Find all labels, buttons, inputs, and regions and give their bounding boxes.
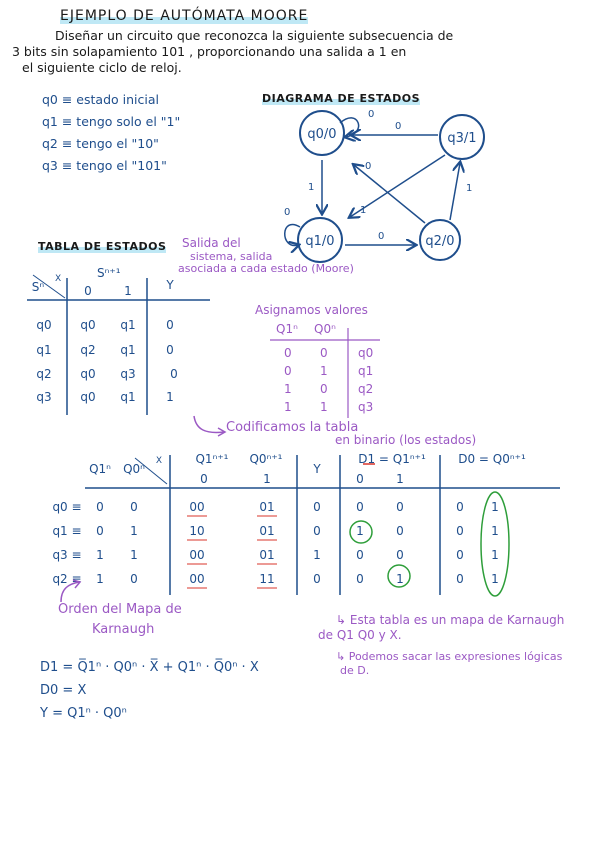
encode-note-l2: en binario (los estados) <box>335 433 477 447</box>
row-next-0: q0 <box>80 367 96 381</box>
cell-d1-0: 0 <box>356 500 364 514</box>
assign-a: 0 <box>284 346 292 360</box>
edge-label-q1-q2: 0 <box>378 231 385 242</box>
state-legend-q2: q2 ≡ tengo el "10" <box>42 136 159 151</box>
cell-d1-1: 0 <box>396 500 404 514</box>
edge-label-q2-q3: 1 <box>466 183 473 194</box>
assign-state: q0 <box>358 346 374 360</box>
cell-y: 0 <box>313 500 321 514</box>
header-sub-0: 0 <box>200 472 208 486</box>
row-state: q1 <box>36 343 52 357</box>
row-next-1: q1 <box>120 343 136 357</box>
row-state: q3 <box>36 390 52 404</box>
node-q3 <box>440 115 484 159</box>
cell-d0-1: 1 <box>491 500 499 514</box>
header-q0next: Q0ⁿ⁺¹ <box>249 452 283 466</box>
encode-arrow <box>190 412 230 442</box>
right-note-2-l1: ↳ Podemos sacar las expresiones lógicas <box>336 650 563 663</box>
svg-text:q0/0: q0/0 <box>307 127 337 142</box>
edge-label-q3-q0: 0 <box>395 121 402 132</box>
row-output: 0 <box>166 343 174 357</box>
state-legend-q0: q0 ≡ estado inicial <box>42 92 159 107</box>
cell-d0-1: 1 <box>491 548 499 562</box>
svg-text:q3/1: q3/1 <box>447 131 477 146</box>
col-x: X <box>55 274 62 284</box>
cell-d0-1: 1 <box>491 572 499 586</box>
cell-q1: 0 <box>96 524 104 538</box>
col-snext: Sⁿ⁺¹ <box>97 266 121 280</box>
col-sn: Sⁿ <box>31 280 45 294</box>
cell-q1: 1 <box>96 572 104 586</box>
assign-state: q3 <box>358 400 374 414</box>
edge-label-q0-q1: 1 <box>308 182 315 193</box>
intro-line-1: Diseñar un circuito que reconozca la siguiente subsecuencia de <box>55 28 454 43</box>
header-q1next: Q1ⁿ⁺¹ <box>195 452 229 466</box>
assign-a: 1 <box>284 382 292 396</box>
states-table-title: TABLA DE ESTADOS <box>38 240 167 253</box>
row-output: 0 <box>170 367 178 381</box>
cell-next-0: 00 <box>189 572 205 586</box>
assign-b: 1 <box>320 400 328 414</box>
right-note-1-l1: ↳ Esta tabla es un mapa de Karnaugh <box>336 613 565 627</box>
cell-y: 1 <box>313 548 321 562</box>
header-d1: D1 = Q1ⁿ⁺¹ <box>358 452 426 466</box>
state-legend-q1: q1 ≡ tengo solo el "1" <box>42 114 181 129</box>
karnaugh-note-l1: Orden del Mapa de <box>58 602 182 617</box>
cell-d0-0: 0 <box>456 572 464 586</box>
equation-d1: D1 = Q̅1ⁿ · Q0ⁿ · X̅ + Q1ⁿ · Q̅0ⁿ · X <box>40 660 259 675</box>
edge-label-q1-self: 0 <box>284 207 291 218</box>
svg-text:q2/0: q2/0 <box>425 234 455 249</box>
diagram-title: DIAGRAMA DE ESTADOS <box>262 92 421 105</box>
output-note-l1: Salida del <box>182 236 241 250</box>
states-table <box>25 266 215 420</box>
table-row-state: q0 ≡ <box>52 500 82 514</box>
cell-d0-1: 1 <box>491 524 499 538</box>
assign-col-q0: Q0ⁿ <box>314 322 336 336</box>
row-next-1: q1 <box>120 390 136 404</box>
cell-d1-1: 0 <box>396 548 404 562</box>
assign-b: 0 <box>320 346 328 360</box>
node-q2 <box>420 220 460 260</box>
header-d0: D0 = Q0ⁿ⁺¹ <box>458 452 526 466</box>
cell-y: 0 <box>313 524 321 538</box>
col-0: 0 <box>84 284 92 298</box>
cell-next-1: 01 <box>259 548 275 562</box>
cell-q0: 1 <box>130 548 138 562</box>
binary-table <box>45 450 565 600</box>
assign-state: q2 <box>358 382 374 396</box>
cell-q0: 0 <box>130 572 138 586</box>
cell-next-0: 00 <box>189 500 205 514</box>
right-note-1-l2: de Q1 Q0 y X. <box>318 628 402 642</box>
cell-next-0: 10 <box>189 524 205 538</box>
svg-text:q1/0: q1/0 <box>305 234 335 249</box>
cell-d1-1: 1 <box>396 572 404 586</box>
node-q1 <box>298 218 342 262</box>
intro-line-2: 3 bits sin solapamiento 101 , proporcionando una salida a 1 en <box>12 44 407 59</box>
header-d1-sub-1: 1 <box>396 472 404 486</box>
table-row-state: q1 ≡ <box>52 524 82 538</box>
edge-q2-q3 <box>450 163 460 220</box>
header-q0n: Q0ⁿ <box>123 462 145 476</box>
cell-q0: 1 <box>130 524 138 538</box>
header-y: Y <box>313 462 321 476</box>
cell-next-0: 00 <box>189 548 205 562</box>
cell-d1-0: 0 <box>356 548 364 562</box>
table-row-state: q3 ≡ <box>52 548 82 562</box>
cell-q1: 0 <box>96 500 104 514</box>
header-q1n: Q1ⁿ <box>89 462 111 476</box>
row-output: 0 <box>166 318 174 332</box>
node-q0 <box>300 111 344 155</box>
equation-y: Y = Q1ⁿ · Q0ⁿ <box>40 706 127 721</box>
assign-b: 1 <box>320 364 328 378</box>
row-output: 1 <box>166 390 174 404</box>
table-row-state: q2 ≡ <box>52 572 82 586</box>
state-legend-q3: q3 ≡ tengo el "101" <box>42 158 167 173</box>
encode-note-l1: Codificamos la tabla <box>226 420 359 435</box>
cell-d1-0: 1 <box>356 524 364 538</box>
assign-a: 1 <box>284 400 292 414</box>
col-1: 1 <box>124 284 132 298</box>
row-next-0: q2 <box>80 343 96 357</box>
cell-d1-1: 0 <box>396 524 404 538</box>
header-x: X <box>155 456 163 466</box>
cell-next-1: 01 <box>259 500 275 514</box>
assign-col-q1: Q1ⁿ <box>276 322 298 336</box>
equation-d0: D0 = X <box>40 683 87 698</box>
page-title: EJEMPLO DE AUTÓMATA MOORE <box>60 8 309 24</box>
header-d1-sub-0: 0 <box>356 472 364 486</box>
edge-label-q3-q1: 1 <box>360 205 367 216</box>
cell-q1: 1 <box>96 548 104 562</box>
karnaugh-note-l2: Karnaugh <box>92 622 155 637</box>
assign-state: q1 <box>358 364 374 378</box>
assign-a: 0 <box>284 364 292 378</box>
edge-label-q0-self: 0 <box>368 109 375 120</box>
output-note-l2: sistema, salida <box>190 250 273 263</box>
assign-b: 0 <box>320 382 328 396</box>
row-state: q0 <box>36 318 52 332</box>
edge-label-q2-q0: 0 <box>365 161 372 172</box>
cell-d0-0: 0 <box>456 548 464 562</box>
assign-table <box>270 320 390 420</box>
header-sub-1: 1 <box>263 472 271 486</box>
cell-next-1: 11 <box>259 572 275 586</box>
cell-d0-0: 0 <box>456 500 464 514</box>
cell-d0-0: 0 <box>456 524 464 538</box>
assign-title: Asignamos valores <box>255 303 368 317</box>
row-next-0: q0 <box>80 390 96 404</box>
output-note-l3: asociada a cada estado (Moore) <box>178 262 354 275</box>
intro-line-3: el siguiente ciclo de reloj. <box>22 60 182 75</box>
col-y: Y <box>166 278 174 292</box>
cell-d1-0: 0 <box>356 572 364 586</box>
cell-y: 0 <box>313 572 321 586</box>
row-next-0: q0 <box>80 318 96 332</box>
row-next-1: q3 <box>120 367 136 381</box>
state-diagram <box>270 105 500 275</box>
row-state: q2 <box>36 367 52 381</box>
cell-next-1: 01 <box>259 524 275 538</box>
cell-q0: 0 <box>130 500 138 514</box>
row-next-1: q1 <box>120 318 136 332</box>
right-note-2-l2: de D. <box>340 664 370 677</box>
